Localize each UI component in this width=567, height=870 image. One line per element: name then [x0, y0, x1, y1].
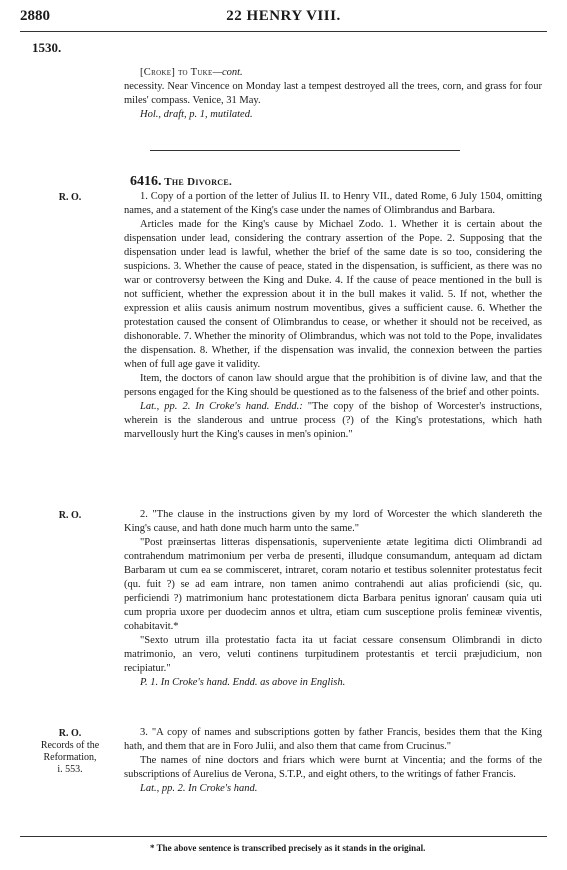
footnote-rule: [20, 836, 547, 837]
entry-para-4: Lat., pp. 2. In Croke's hand. Endd.: "The copy of the bishop of Worcester's instructions, wherein is the slanderous and untrue process (?) of the King's protestations, which hath marvellously hurt the King's causes in men's opinion.": [124, 401, 542, 440]
prev-entry-body: necessity. Near Vincence on Monday last a tempest destroyed all the trees, corn, and grass for four miles' compass. Venice, 31 May.: [124, 81, 542, 106]
entry-body-part2: [124, 508, 542, 690]
margin-ro-1: R. O.: [58, 192, 82, 203]
entry-body-part1: [124, 190, 542, 442]
footnote: * The above sentence is transcribed precisely as it stands in the original.: [150, 843, 426, 853]
prev-entry-heading: [Croke] to Tuke—cont.: [140, 67, 243, 78]
entry-para-11: Lat., pp. 2. In Croke's hand.: [140, 783, 258, 794]
entry-para-5: 2. "The clause in the instructions given by my lord of Worcester the which slandereth the King's cause, and hath done much harm unto the same.": [124, 509, 542, 534]
entry-para-8: P. 1. In Croke's hand. Endd. as above in English.: [140, 677, 346, 688]
prev-entry: [124, 66, 542, 122]
entry-separator: [150, 150, 460, 151]
entry-para-10: The names of nine doctors and friars which were burnt at Vincentia; and the forms of the subscriptions of Aurelius de Verona, S.T.P., and eight others, to the writings of father Francis.: [124, 755, 542, 780]
year-marker: 1530.: [32, 40, 62, 55]
entry-number: 6416.: [130, 174, 162, 189]
entry-para-1: 1. Copy of a portion of the letter of Julius II. to Henry VII., dated Rome, 6 July 1504, omitting names, and a statement of the King's case under the names of Olimbrandus and Barbara.: [124, 191, 542, 216]
entry-title: The Divorce.: [164, 176, 233, 188]
page-number: 2880: [20, 8, 50, 24]
running-header: [20, 8, 547, 30]
entry-para-3: Item, the doctors of canon law should argue that the prohibition is of divine law, and that the persons engaged for the King should be questioned as to the falseness of the brief and other points.: [124, 373, 542, 398]
entry-para-6: "Post præinsertas litteras dispensationis, superveniente ætate legitima dicti Olimbrandi ad contrahendum matrimonium per verba de presenti, illudque consumandum, antequam ad dictam Barbaram ut cum ea se commisceret, intraret, coram notario et testibus solenniter protestatus fecit (qu. fuit ?) se ad eam intrare, non tamen animo contrahendi aut alias proficiendi (sic, qu. perficiendi ?) matrimonium hanc protestationem dicta Barbara penitus ignoran' causam quia uti cum propria uxore per duodecim annos et ultra, etiam cum susceptione prolis femineæ viventis, cohabitavit.*: [124, 537, 542, 632]
entry-heading: [130, 174, 232, 190]
entry-para-9: 3. "A copy of names and subscriptions gotten by father Francis, besides them that the King hath, and them that are in Foro Julii, and also them that came from Crucinus.": [124, 727, 542, 752]
running-title: 22 HENRY VIII.: [226, 8, 341, 24]
entry-body-part3: [124, 726, 542, 796]
margin-ro-3: R. O. Records of the Reformation, i. 553.: [40, 728, 100, 775]
margin-ro-2: R. O.: [58, 510, 82, 521]
entry-para-2: Articles made for the King's cause by Michael Zodo. 1. Whether it is certain about the dispensation under lead, considering the contrary assertion of the Pope. 2. Supposing that the dispensation under lead is lawful, whether the brief of the same date is so too, considering the suspicions. 3. Whether the cause of peace, stated in the dispensation, is sufficient, as there was no war or controversy between the King and Duke. 4. If the cause of peace mentioned in the bull is not sufficient, whether the expression about it in the bull makes it valid. 5. If not, whether the expression et aliis causis animum nostrum moventibus, gives a sufficient cause. 6. Whether the protestation caused the consent of Olimbrandus to cease, or whether it should not be received, as dishonorable. 7. Whether the minority of Olimbrandus, which was not told to the Pope, invalidates the dispensation. 8. Whether, if the dispensation was invalid, the connexion between the parties when of full age gave it validity.: [124, 219, 542, 370]
entry-para-7: "Sexto utrum illa protestatio facta ita ut faciat cessare consensum Olimbrandi in dicto matrimonio, an vero, veluti continens turpitudinem protestantis et tercii præjudicium, non recipiatur.": [124, 635, 542, 674]
prev-entry-note: Hol., draft, p. 1, mutilated.: [140, 109, 253, 120]
header-rule: [20, 31, 547, 32]
